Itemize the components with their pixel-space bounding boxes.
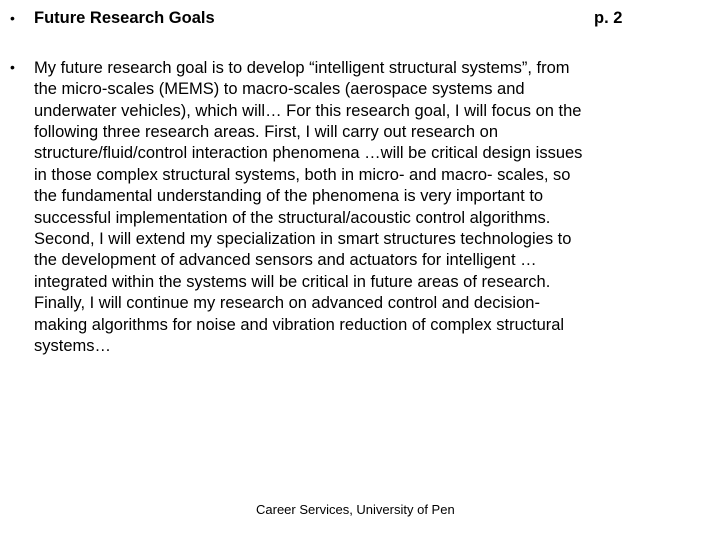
paragraph-line: underwater vehicles), which will… For this research goal, I will focus on the: [34, 102, 582, 120]
paragraph-line: the micro-scales (MEMS) to macro-scales (aerospace systems and: [34, 80, 525, 98]
paragraph-line: Finally, I will continue my research on advanced control and decision-: [34, 294, 540, 312]
page-number: p. 2: [594, 9, 623, 27]
paragraph-line: following three research areas. First, I will carry out research on: [34, 123, 499, 141]
paragraph-line: successful implementation of the structural/acoustic control algorithms.: [34, 209, 551, 227]
paragraph-line: in those complex structural systems, both in micro- and macro- scales, so: [34, 166, 571, 184]
paragraph-line: integrated within the systems will be critical in future areas of research.: [34, 273, 551, 291]
paragraph-line: systems…: [34, 337, 112, 355]
slide-heading: Future Research Goals: [34, 9, 215, 27]
paragraph-line: My future research goal is to develop “intelligent structural systems”, from: [34, 59, 570, 77]
heading-bullet: •: [10, 10, 15, 26]
paragraph-line: the development of advanced sensors and actuators for intelligent …: [34, 251, 537, 269]
paragraph-line: making algorithms for noise and vibration reduction of complex structural: [34, 316, 565, 334]
paragraph-line: the fundamental understanding of the phenomena is very important to: [34, 187, 544, 205]
paragraph-line: structure/fluid/control interaction phenomena …will be critical design issues: [34, 144, 583, 162]
paragraph-line: Second, I will extend my specialization in smart structures technologies to: [34, 230, 572, 248]
footer-text: Career Services, University of Pen: [256, 502, 455, 517]
paragraph-bullet: •: [10, 59, 15, 75]
